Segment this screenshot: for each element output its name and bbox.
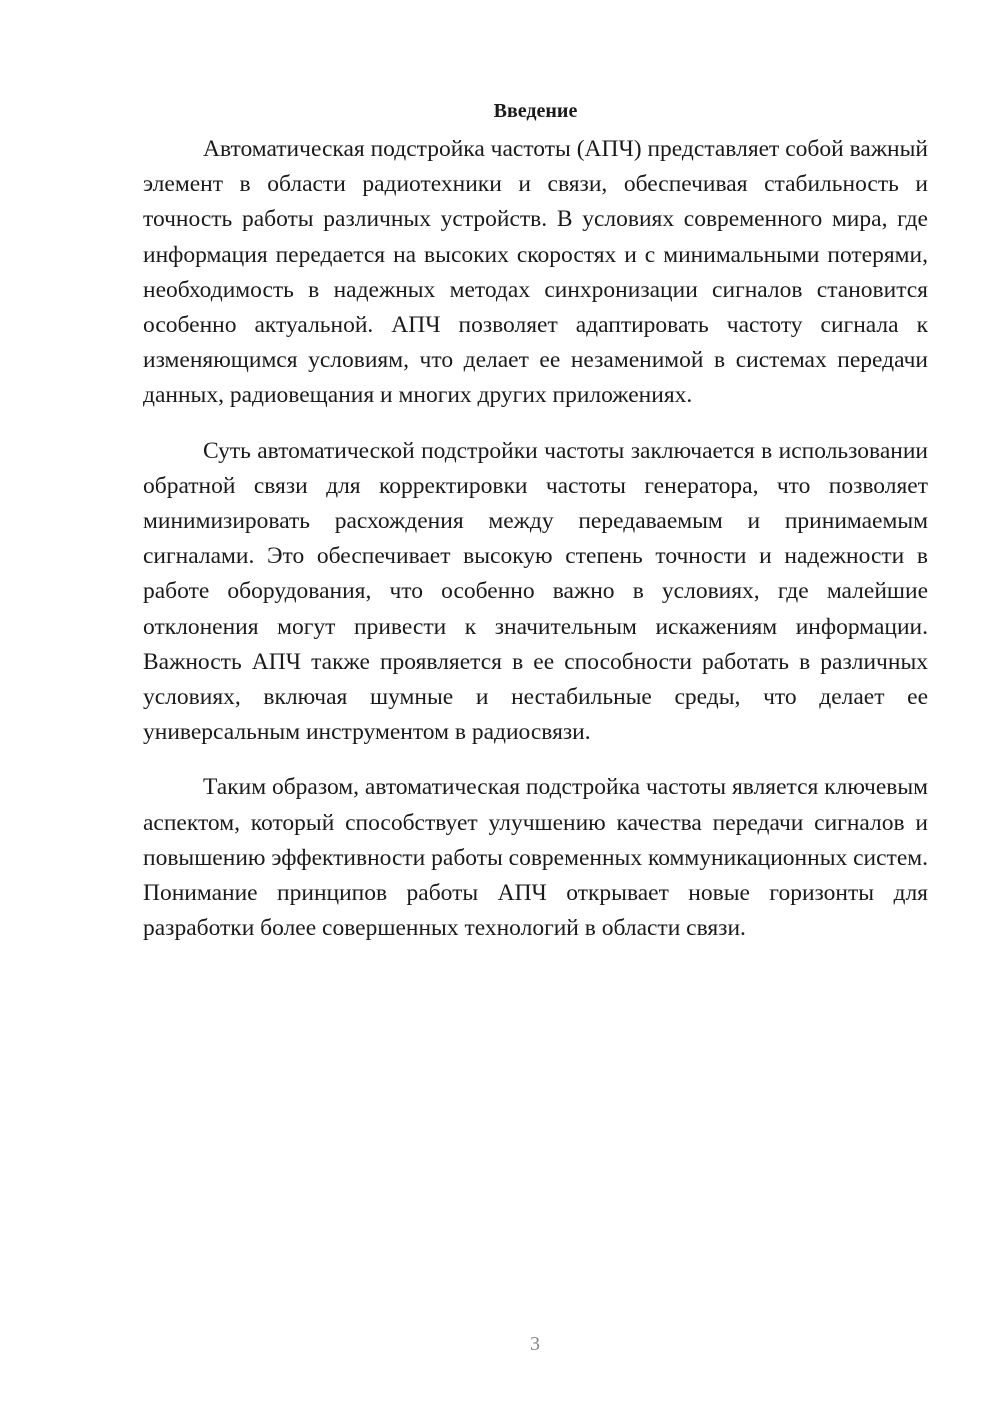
paragraph-2: Суть автоматической подстройки частоты заключается в использовании обратной связи для корректировки частоты генератора, что позволяет минимизировать расхождения между передаваемым и принимаемым сигналами. Это обеспечивает высокую степень точности и надежности в работе оборудования, что особенно важно в условиях, где малейшие отклонения могут привести к значительным искажениям информации. Важность АПЧ также проявляется в ее способности работать в различных условиях, включая шумные и нестабильные среды, что делает ее универсальным инструментом в радиосвязи. (143, 437, 928, 746)
section-title: Введение (493, 100, 578, 122)
document-body (143, 96, 928, 946)
paragraph-1: Автоматическая подстройка частоты (АПЧ) представляет собой важный элемент в области радиотехники и связи, обеспечивая стабильность и точность работы различных устройств. В условиях современного мира, где информация передается на высоких скоростях и с минимальными потерями, необходимость в надежных методах синхронизации сигналов становится особенно актуальной. АПЧ позволяет адаптировать частоту сигнала к изменяющимся условиям, что делает ее незаменимой в системах передачи данных, радиовещания и многих других приложениях. (143, 136, 928, 409)
page-number: 3 (530, 1333, 540, 1355)
paragraph-3: Таким образом, автоматическая подстройка частоты является ключевым аспектом, который способствует улучшению качества передачи сигналов и повышению эффективности работы современных коммуникационных систем. Понимание принципов работы АПЧ открывает новые горизонты для разработки более совершенных технологий в области связи. (143, 774, 929, 942)
